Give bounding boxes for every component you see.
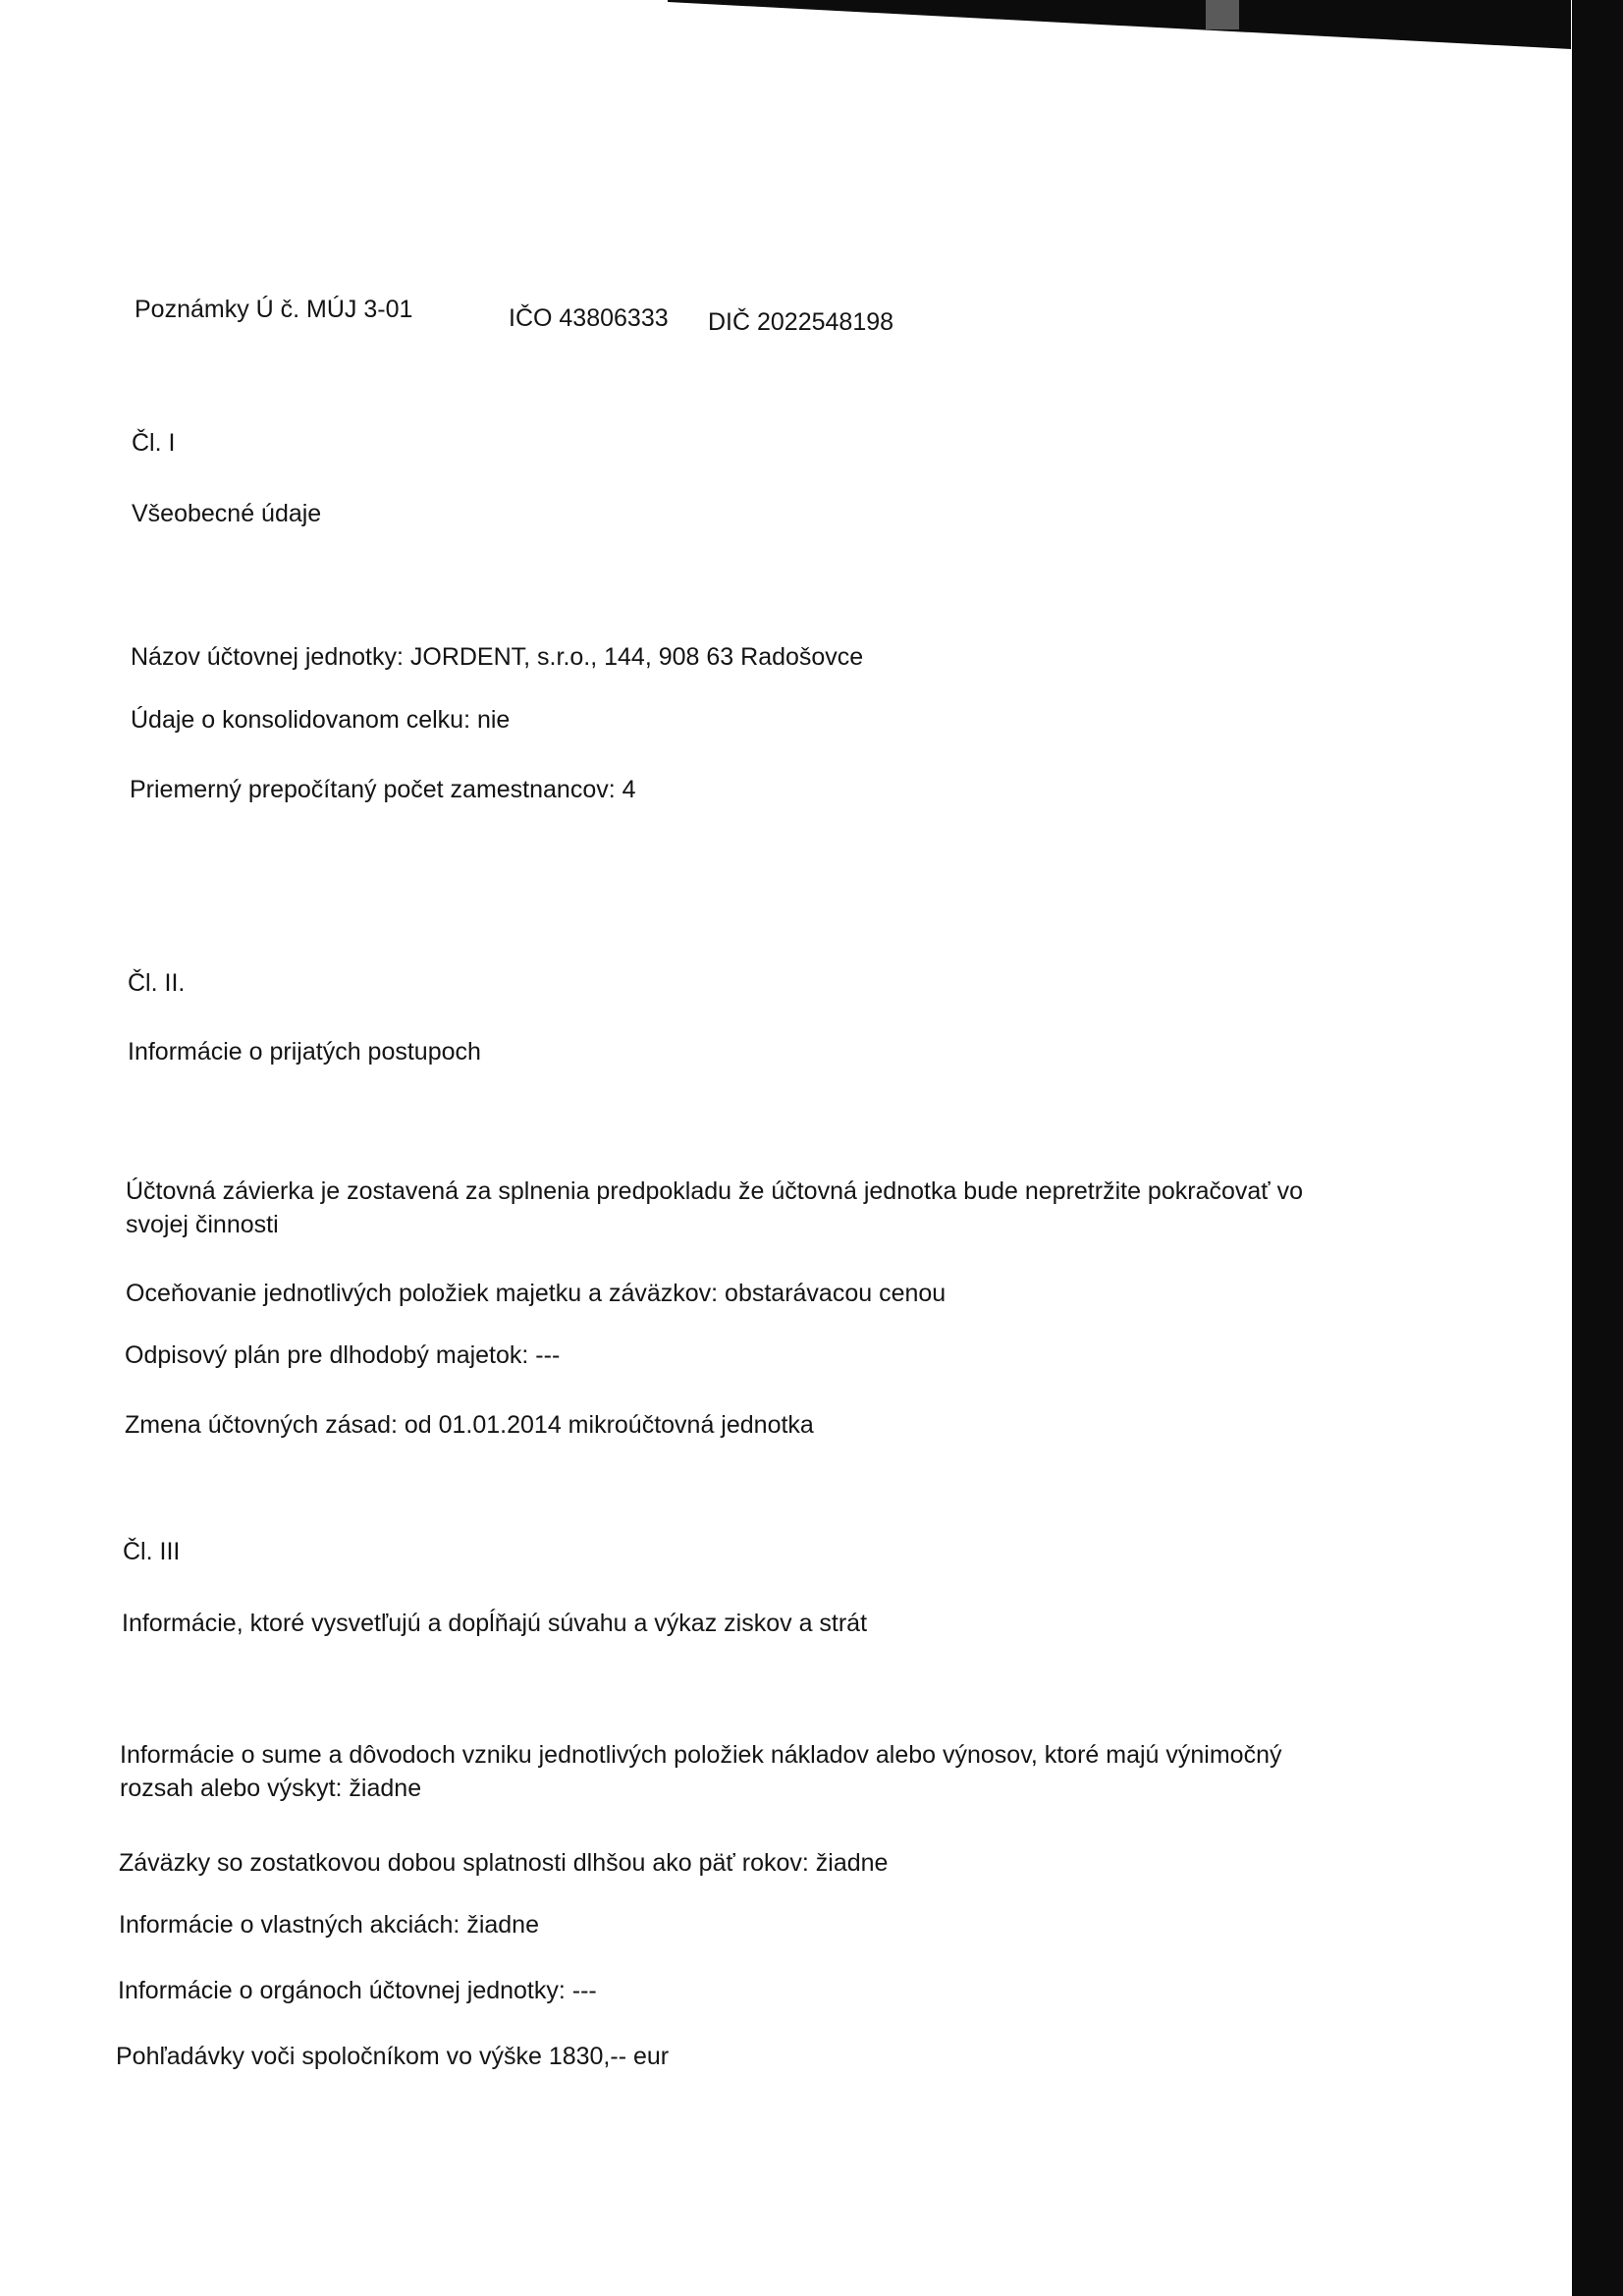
section-3-item-own-shares: Informácie o vlastných akciách: žiadne [119, 1911, 539, 1939]
section-3-item-receivables: Pohľadávky voči spoločníkom vo výške 1830,-- eur [116, 2043, 670, 2070]
section-3-item-liabilities: Záväzky so zostatkovou dobou splatnosti dlhšou ako päť rokov: žiadne [119, 1849, 889, 1877]
section-1-item-employees: Priemerný prepočítaný počet zamestnancov: 4 [130, 776, 636, 803]
section-3-heading: Informácie, ktoré vysvetľujú a dopĺňajú súvahu a výkaz ziskov a strát [122, 1610, 868, 1637]
section-1-heading: Všeobecné údaje [132, 500, 322, 527]
scan-edge-right [1572, 0, 1623, 2296]
section-2-item-depreciation: Odpisový plán pre dlhodobý majetok: --- [125, 1341, 561, 1369]
section-2-number: Čl. II. [128, 969, 186, 997]
section-2-heading: Informácie o prijatých postupoch [128, 1038, 481, 1066]
section-3-item-exceptional: Informácie o sume a dôvodoch vzniku jednotlivých položiek nákladov alebo výnosov, ktoré majú výnimočný rozsah alebo výskyt: žiadne [120, 1741, 1282, 1802]
section-2-item-valuation: Oceňovanie jednotlivých položiek majetku a záväzkov: obstarávacou cenou [126, 1280, 947, 1307]
section-2-item-accounting-change: Zmena účtovných zásad: od 01.01.2014 mikroúčtovná jednotka [125, 1411, 814, 1439]
dic-number: DIČ 2022548198 [708, 308, 894, 336]
section-3-number: Čl. III [123, 1538, 181, 1565]
section-2-item-going-concern: Účtovná závierka je zostavená za splnenia predpokladu že účtovná jednotka bude nepretržite pokračovať vo svojej činnosti [126, 1177, 1303, 1238]
ico-number: IČO 43806333 [509, 304, 669, 332]
section-1-number: Čl. I [132, 429, 176, 457]
section-1-item-company-name: Názov účtovnej jednotky: JORDENT, s.r.o., 144, 908 63 Radošovce [131, 643, 864, 671]
section-1-item-consolidation: Údaje o konsolidovanom celku: nie [131, 706, 511, 734]
section-3-item-bodies: Informácie o orgánoch účtovnej jednotky: --- [118, 1977, 597, 2004]
document-title: Poznámky Ú č. MÚJ 3-01 [135, 296, 413, 323]
